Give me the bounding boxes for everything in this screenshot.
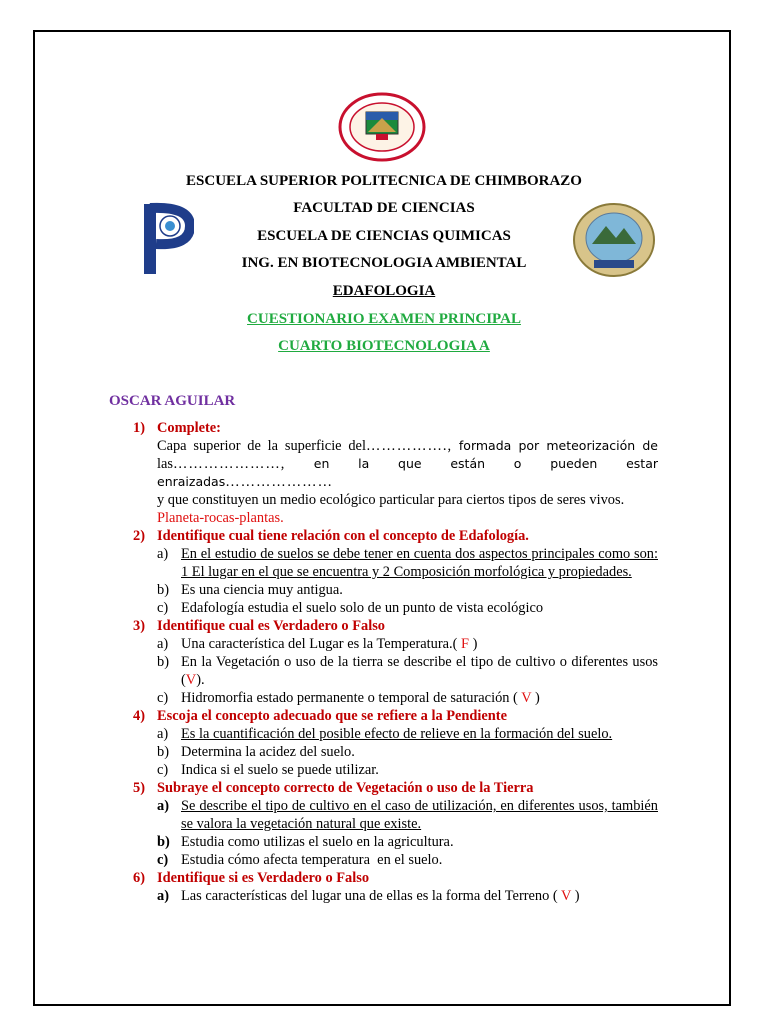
question-5-option-a: a) Se describe el tipo de cultivo en el caso de utilización, en diferentes usos, también se valora la vegetación natural que existe. — [157, 798, 658, 832]
question-2-title: 2) Identifique cual tiene relación con el concepto de Edafología. — [133, 528, 529, 544]
answer-true: V — [561, 888, 572, 904]
espoch-seal-logo — [338, 92, 426, 162]
question-1-line-3: y que constituyen un medio ecológico particular para ciertos tipos de seres vivos. — [157, 492, 625, 508]
question-3-option-a: a) Una característica del Lugar es la Temperatura.( F ) — [157, 636, 478, 652]
question-5-option-c: c) Estudia cómo afecta temperatura en el suelo. — [157, 852, 443, 868]
question-3-option-c: c) Hidromorfia estado permanente o temporal de saturación ( V ) — [157, 690, 540, 706]
question-1-line-2: las…………………, en la que están o pueden estar enraizadas………………… — [157, 456, 658, 490]
question-2-option-b: b) Es una ciencia muy antigua. — [157, 582, 343, 598]
questionnaire — [133, 419, 658, 905]
question-1-line-1: Capa superior de la superficie del……………., formada por meteorización de — [157, 438, 658, 454]
question-4-option-c: c) Indica si el suelo se puede utilizar. — [157, 762, 379, 778]
question-6-title: 6) Identifique si es Verdadero o Falso — [133, 870, 370, 886]
question-5-option-b: b) Estudia como utilizas el suelo en la agricultura. — [157, 834, 454, 850]
answer-false: F — [461, 636, 470, 652]
subject-title: EDAFOLOGIA — [332, 283, 436, 299]
question-1-answer: Planeta-rocas-plantas. — [157, 510, 284, 526]
group-title: CUARTO BIOTECNOLOGIA A — [278, 338, 490, 354]
question-1-title: 1) Complete: — [133, 420, 221, 436]
department-name: ESCUELA DE CIENCIAS QUIMICAS — [257, 228, 511, 244]
question-3-title: 3) Identifique cual es Verdadero o Falso — [133, 618, 386, 634]
question-2-option-c: c) Edafología estudia el suelo solo de un punto de vista ecológico — [157, 600, 544, 616]
faculty-name: FACULTAD DE CIENCIAS — [293, 200, 475, 216]
question-4-option-b: b) Determina la acidez del suelo. — [157, 744, 355, 760]
question-2-option-a: a) En el estudio de suelos se debe tener en cuenta dos aspectos principales como son: 1 El lugar en el que se encuentra y 2 Composición morfológica y propiedades. — [157, 546, 658, 580]
question-5-title: 5) Subraye el concepto correcto de Vegetación o uso de la Tierra — [133, 780, 534, 796]
author-name: OSCAR AGUILAR — [109, 393, 236, 409]
answer-true: V — [185, 672, 197, 688]
question-6-option-a: a) Las características del lugar una de ellas es la forma del Terreno ( V ) — [157, 888, 580, 904]
question-4-title: 4) Escoja el concepto adecuado que se refiere a la Pendiente — [133, 708, 507, 724]
answer-true: V — [521, 690, 532, 706]
exam-title: CUESTIONARIO EXAMEN PRINCIPAL — [247, 311, 521, 327]
question-3-option-b: b) En la Vegetación o uso de la tierra se describe el tipo de cultivo o diferentes usos (V). — [157, 654, 658, 688]
school-name: ESCUELA SUPERIOR POLITECNICA DE CHIMBORAZO — [186, 173, 582, 189]
career-name: ING. EN BIOTECNOLOGIA AMBIENTAL — [241, 255, 527, 271]
question-4-option-a: a) Es la cuantificación del posible efecto de relieve en la formación del suelo. — [157, 726, 613, 742]
